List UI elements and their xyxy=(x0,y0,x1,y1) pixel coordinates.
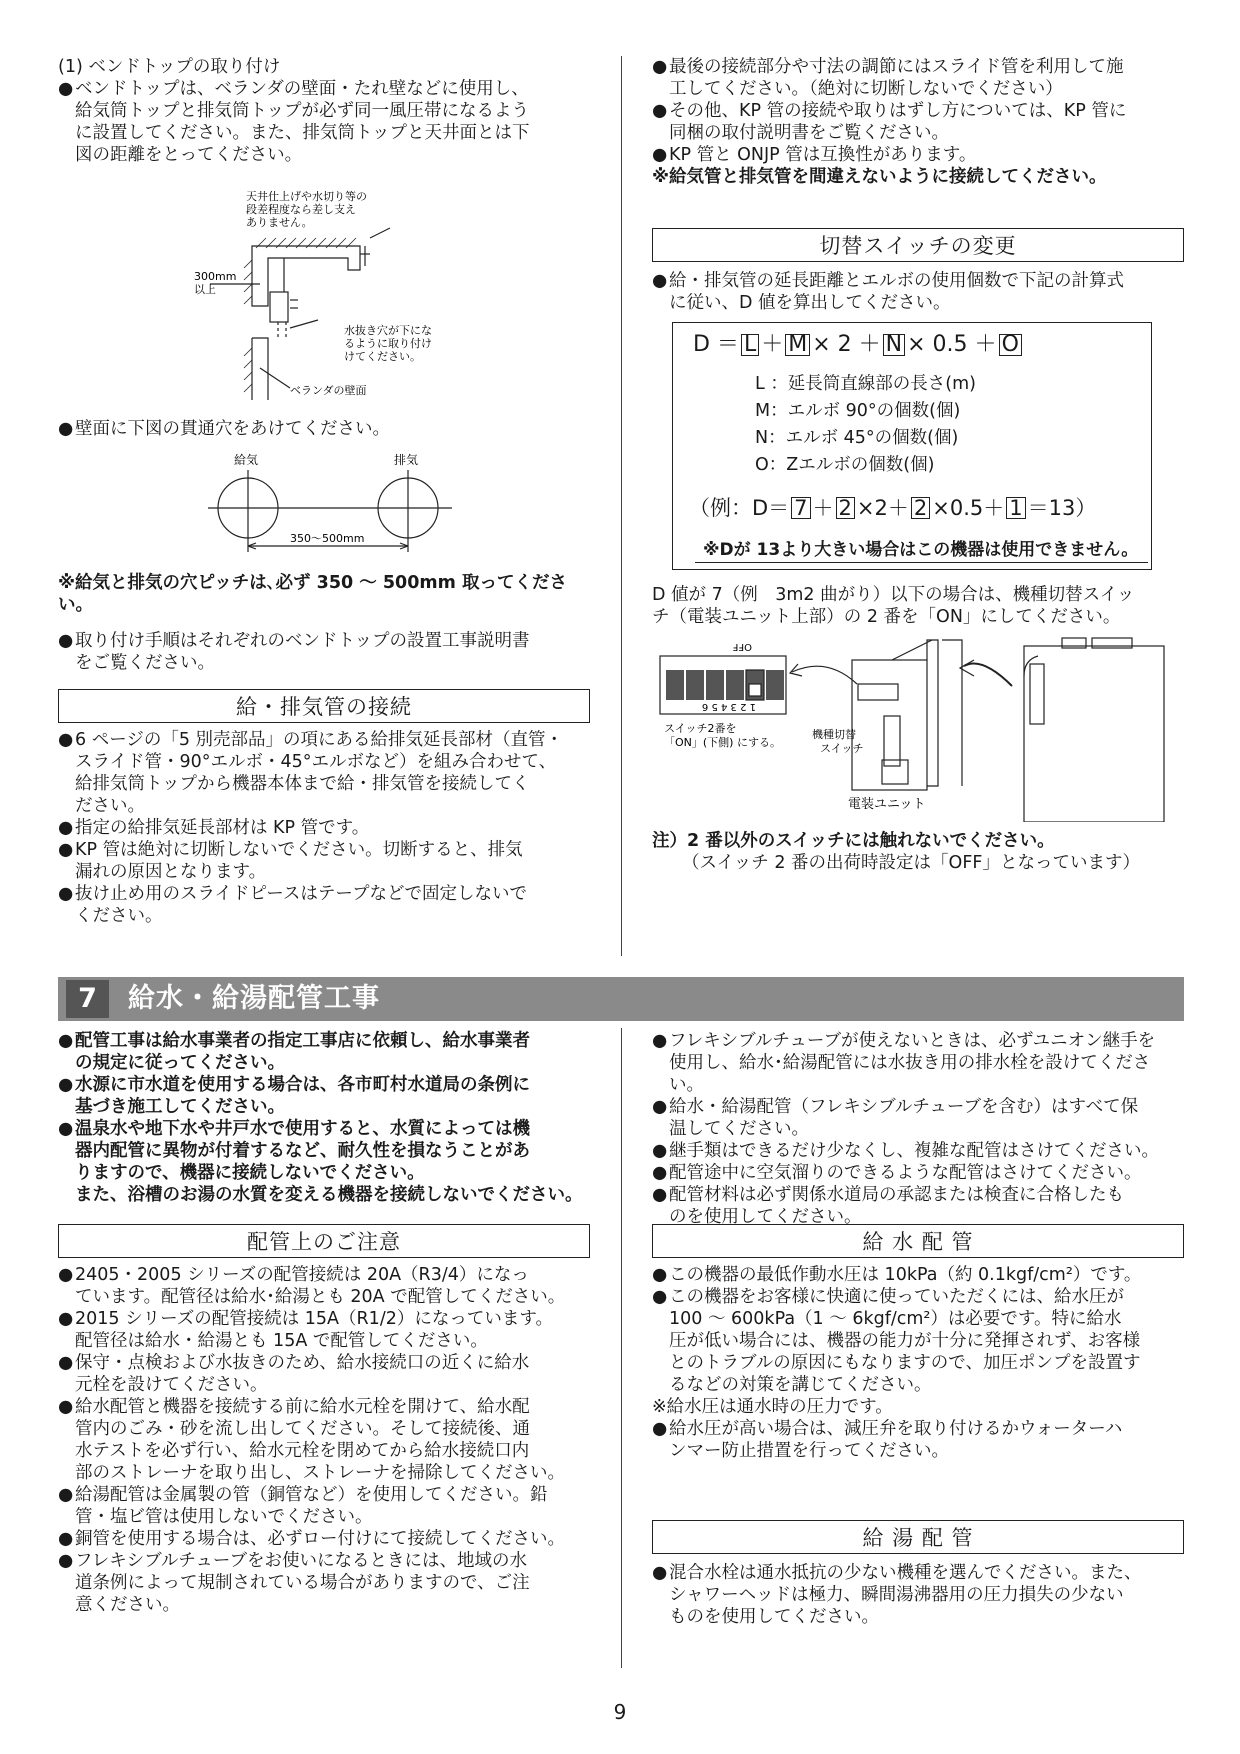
list-item: ● 抜け止め用のスライドピースはテープなどで固定しないで ください。 xyxy=(58,884,528,926)
list-item: ● 給水・給湯配管（フレキシブルチューブを含む）はすべて保 温してください。 xyxy=(652,1097,1139,1139)
drain-note-3: けてください。 xyxy=(344,350,421,363)
bullet: ● xyxy=(58,419,74,439)
list-item: ● フレキシブルチューブをお使いになるときには、地域の水 道条例によって規制されている場合がありますので、ご注 意ください。 xyxy=(58,1551,530,1615)
dim-label-2: 以上 xyxy=(194,283,216,296)
page-number: 9 xyxy=(613,1700,627,1724)
pitch-label: 350～500mm xyxy=(290,532,365,545)
vent-heading: (1) ベンドトップの取り付け xyxy=(58,57,281,77)
list-item: ● この機器をお客様に快適に使っていただくには、給水圧が 100 ～ 600kPa（1 ～ 6kgf/cm²）は必要です。特に給水 圧が低い場合には、機器の能力が十分に発揮されず、お客様 とのトラブルの原因にもなりますので、加圧ポンプを設置す るなどの対策を講じてください。 xyxy=(652,1287,1141,1395)
list-item: ● 保守・点検および水抜きのため、給水接続口の近くに給水 元栓を設けてください。 xyxy=(58,1353,530,1395)
water-supply-section xyxy=(652,1224,1184,1462)
switch-notes xyxy=(652,830,1184,874)
column-divider-bottom xyxy=(621,1028,622,1668)
list-item: ● 2015 シリーズの配管接続は 15A（R1/2）になっています。 配管径は給水・給湯とも 15A で配管してください。 xyxy=(58,1309,553,1351)
list-item: ● 配管途中に空気溜りのできるような配管はさけてください。 xyxy=(652,1163,1142,1183)
ceiling-note-3: ありません。 xyxy=(246,216,313,229)
hole-text-block xyxy=(58,418,590,440)
switch-note-2: 「ON」(下側) にする。 xyxy=(664,736,781,749)
hole-text: 壁面に下図の貫通穴をあけてください。 xyxy=(75,419,390,439)
hot-water-heading: 給 湯 配 管 xyxy=(652,1520,1184,1554)
bullet: ● xyxy=(58,79,74,99)
column-divider-top xyxy=(621,56,622,956)
hole-diagram xyxy=(200,450,460,560)
drain-note-1: 水抜き穴が下にな xyxy=(344,324,432,337)
vent-top-section xyxy=(58,56,590,166)
section-7-header xyxy=(58,977,1184,1021)
list-item: ● 給水圧が高い場合は、減圧弁を取り付けるかウォーターハ ンマー防止措置を行ってください。 xyxy=(652,1419,1123,1461)
unit-label: 電装ユニット xyxy=(848,797,926,812)
vent-paragraph: ● ベンドトップは、ベランダの壁面・たれ壁などに使用し、 給気筒トップと排気筒トップが必ず同一風圧帯になるよう に設置してください。また、排気筒トップと天井面とは下 図の距離をとってください。 xyxy=(58,79,530,165)
formula-example: （例：D＝ 7 ＋ 2 ×2＋ 2 ×0.5＋ 1 ＝13） xyxy=(689,496,1097,520)
section7-right-intro xyxy=(652,1030,1184,1228)
switch-change-section: 切替スイッチの変更 ● 給・排気管の延長距離とエルボの使用個数で下記の計算式 に従い、D 値を算出してください。 xyxy=(652,228,1184,314)
list-item: ● 給湯配管は金属製の管（銅管など）を使用してください。鉛 管・塩ビ管は使用しないでください。 xyxy=(58,1485,548,1527)
dim-label-1: 300mm xyxy=(194,270,237,283)
list-item: ● 指定の給排気延長部材は KP 管です。 xyxy=(58,818,370,838)
list-item: ● 銅管を使用する場合は、必ずロー付けにて接続してください。 xyxy=(58,1529,565,1549)
water-pressure-note: ※給水圧は通水時の圧力です。 xyxy=(652,1397,893,1417)
list-item: ● KP 管と ONJP 管は互換性があります。 xyxy=(652,145,977,165)
pipe-connection-heading: 給・排気管の接続 xyxy=(58,689,590,723)
example-note: ※Dが 13より大きい場合はこの機器は使用できません。 xyxy=(695,535,1148,563)
section-title: 給水・給湯配管工事 xyxy=(128,983,380,1014)
list-item: ● 継手類はできるだけ少なくし、複雑な配管はさけてください。 xyxy=(652,1141,1159,1161)
section-number: 7 xyxy=(66,980,109,1018)
pipe-connection-section xyxy=(58,689,590,927)
drain-note-2: るように取り付け xyxy=(344,337,432,350)
warning-note: ※給気管と排気管を間違えないように接続してください。 xyxy=(652,167,1107,187)
switch-note-main: 注）2 番以外のスイッチには触れないでください。 xyxy=(652,831,1055,851)
list-item: ● 給水配管と機器を接続する前に給水元栓を開けて、給水配 管内のごみ・砂を流し出してください。そして接続後、通 水テストを必ず行い、給水元栓を閉めてから給水接続口内 部のストレーナを取り出し、ストレーナを掃除してください。 xyxy=(58,1397,565,1483)
bullet: ● xyxy=(58,631,74,651)
pitch-and-procedure: ※給気と排気の穴ピッチは､必ず 350 ～ 500mm 取ってください。 ● 取り付け手順はそれぞれのベンドトップの設置工事説明書 をご覧ください。 xyxy=(58,572,590,674)
switch-note-1: スイッチ2番を xyxy=(664,722,737,735)
formula-definitions: L ：延長筒直線部の長さ(m) M：エルボ 90°の個数(個) N：エルボ 45°の個数(個) O：Zエルボの個数(個) xyxy=(755,374,977,475)
right-top-section xyxy=(652,56,1184,188)
list-item: ● 最後の接続部分や寸法の調節にはスライド管を利用して施 工してください。（絶対に切断しないでください） xyxy=(652,57,1124,99)
piping-notes-heading: 配管上のご注意 xyxy=(58,1224,590,1258)
list-item: ● この機器の最低作動水圧は 10kPa（約 0.1kgf/cm²）です。 xyxy=(652,1265,1142,1285)
switch-note-sub: （スイッチ 2 番の出荷時設定は「OFF」となっています） xyxy=(682,853,1140,873)
list-item: ● その他、KP 管の接続や取りはずし方については、KP 管に 同梱の取付説明書をご覧ください。 xyxy=(652,101,1127,143)
piping-notes-section xyxy=(58,1224,590,1616)
list-item: ● 温泉水や地下水や井戸水で使用すると、水質によっては機 器内配管に異物が付着するなど、耐久性を損なうことがあ りますので、機器に接続しないでください。 xyxy=(58,1119,530,1183)
pitch-note: ※給気と排気の穴ピッチは､必ず 350 ～ 500mm 取ってください。 xyxy=(58,573,567,615)
wall-label: ベランダの壁面 xyxy=(290,384,367,397)
ceiling-note-1: 天井仕上げや水切り等の xyxy=(246,190,367,203)
exhaust-label: 排気 xyxy=(394,453,419,467)
list-item: ● フレキシブルチューブが使えないときは、必ずユニオン継手を 使用し、給水･給湯配管には水抜き用の排水栓を設けてください。 xyxy=(652,1031,1156,1095)
list-item: ● 混合水栓は通水抵抗の少ない機種を選んでください。また、 シャワーヘッドは極力、瞬間湯沸器用の圧力損失の少ない ものを使用してください。 xyxy=(652,1563,1142,1627)
model-switch-1: 機種切替 xyxy=(812,728,856,741)
list-item: ● 2405・2005 シリーズの配管接続は 20A（R3/4）になっ ています。配管径は給水･給湯とも 20A で配管してください。 xyxy=(58,1265,566,1307)
off-label: OFF xyxy=(732,641,752,652)
list-item: ● KP 管は絶対に切断しないでください。切断すると、排気 漏れの原因となります。 xyxy=(58,840,523,882)
list-item: ● 6 ページの「5 別売部品」の項にある給排気延長部材（直管・ スライド管・90°エルボ・45°エルボなど）を組み合わせて、 給排気筒トップから機器本体まで給・排気管を接続してく ださい。 xyxy=(58,730,564,816)
switch-numbers: 1 2 3 4 5 6 xyxy=(701,701,756,712)
formula-line: D ＝ L ＋ M × 2 ＋ N × 0.5 ＋ O xyxy=(693,331,1024,359)
ceiling-note-2: 段差程度なら差し支え xyxy=(246,203,356,216)
formula-box xyxy=(672,322,1152,570)
list-item: ● 配管工事は給水事業者の指定工事店に依頼し、給水事業者 の規定に従ってください。 xyxy=(58,1031,530,1073)
section7-left-intro xyxy=(58,1030,590,1206)
supply-label: 給気 xyxy=(234,453,259,467)
hot-water-section xyxy=(652,1520,1184,1628)
water-supply-heading: 給 水 配 管 xyxy=(652,1224,1184,1258)
vent-top-diagram xyxy=(190,188,480,400)
list-item: ● 配管材料は必ず関係水道局の承認または検査に合格したも のを使用してください。 xyxy=(652,1185,1124,1227)
list-item: ● 水源に市水道を使用する場合は、各市町村水道局の条例に 基づき施工してください。 xyxy=(58,1075,530,1117)
extra-note: また、浴槽のお湯の水質を変える機器を接続しないでください。 xyxy=(75,1185,583,1205)
switch-diagram xyxy=(652,636,1184,822)
switch-change-heading: 切替スイッチの変更 xyxy=(652,228,1184,262)
switch-after-text: D 値が 7（例 3m2 曲がり）以下の場合は、機種切替スイッ チ（電装ユニット上部）の 2 番を「ON」にしてください。 xyxy=(652,585,1135,627)
model-switch-2: スイッチ xyxy=(820,742,864,755)
